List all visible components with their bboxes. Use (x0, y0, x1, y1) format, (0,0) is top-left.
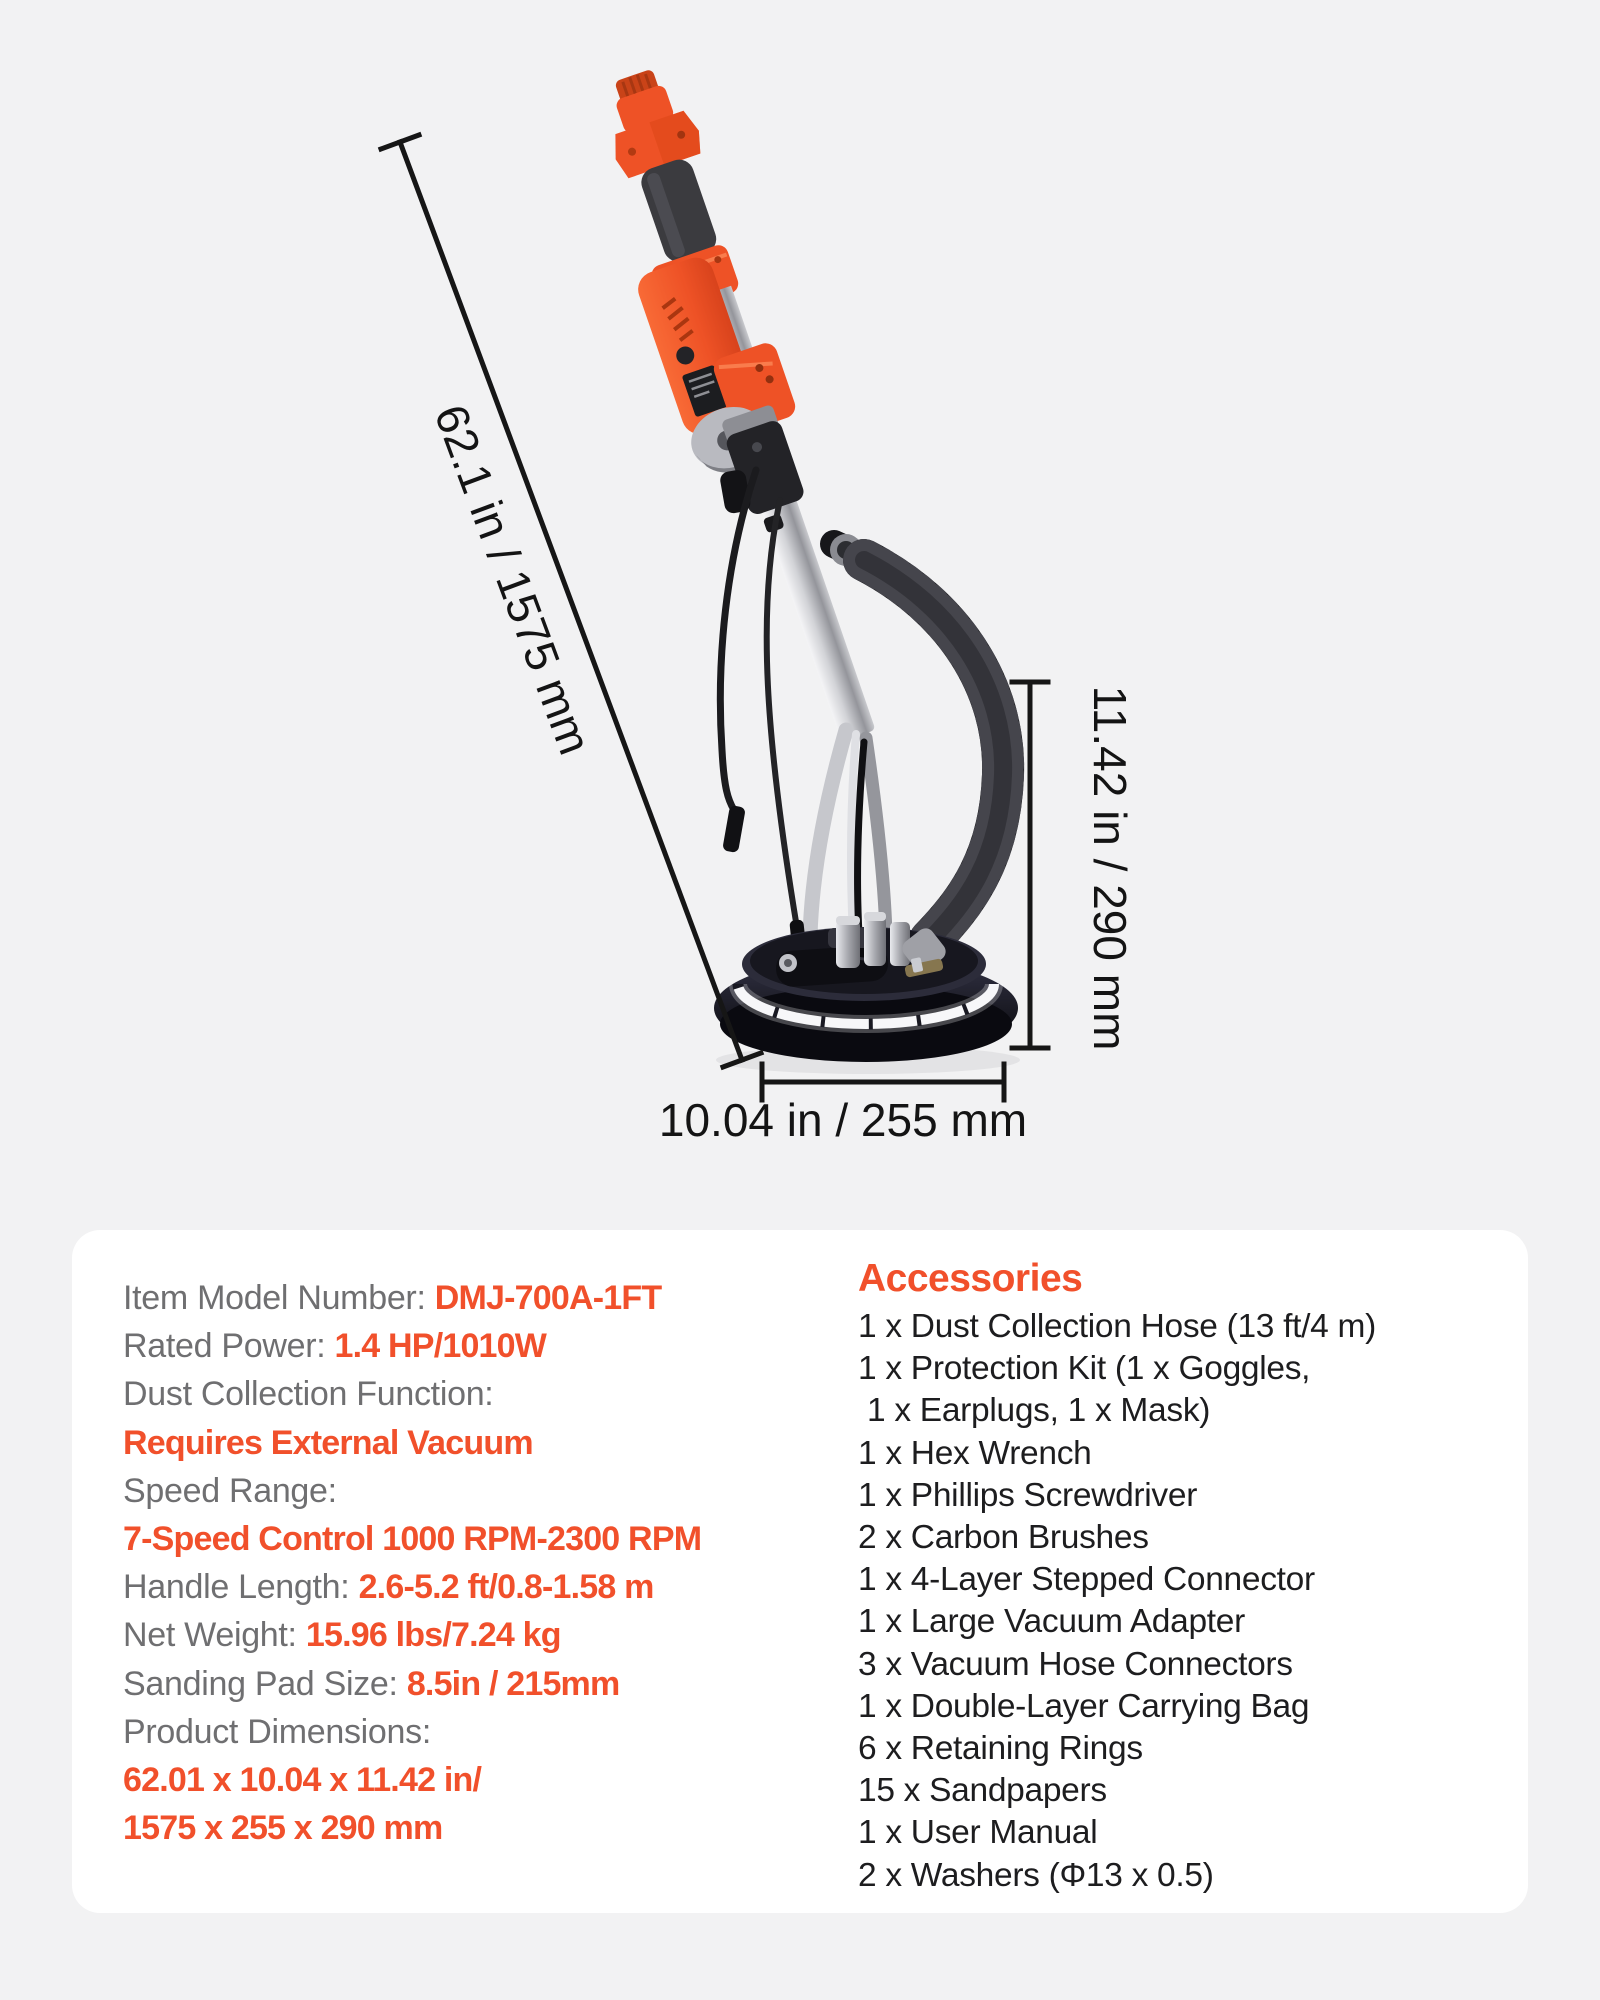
accessory-item: 1 x Large Vacuum Adapter (858, 1603, 1245, 1641)
spec-line-speed-range: Speed Range: (123, 1471, 337, 1510)
dim-width-label: 10.04 in / 255 mm (658, 1094, 1028, 1146)
dim-height-label: 11.42 in / 290 mm (1084, 685, 1136, 1051)
accessory-item: 2 x Carbon Brushes (858, 1519, 1149, 1557)
spec-line-product-dimensions: Product Dimensions: (123, 1712, 431, 1751)
accessory-item: 1 x Hex Wrench (858, 1434, 1092, 1472)
spec-line-net-weight: Net Weight: 15.96 lbs/7.24 kg (123, 1616, 561, 1655)
accessory-item: 1 x Phillips Screwdriver (858, 1476, 1198, 1514)
spec-line-handle-length: Handle Length: 2.6-5.2 ft/0.8-1.58 m (123, 1568, 654, 1607)
spec-line-dimensions-mm: 1575 x 255 x 290 mm (123, 1809, 443, 1848)
accessory-item: 1 x Earplugs, 1 x Mask) (858, 1392, 1211, 1430)
dim-length-label: 62.1 in / 1575 mm (424, 397, 602, 762)
accessory-item: 1 x 4-Layer Stepped Connector (858, 1561, 1315, 1599)
accessory-item: 3 x Vacuum Hose Connectors (858, 1645, 1293, 1683)
spec-line-rated-power: Rated Power: 1.4 HP/1010W (123, 1327, 547, 1366)
accessory-item: 1 x Double-Layer Carrying Bag (858, 1687, 1310, 1725)
accessory-item: 1 x Dust Collection Hose (13 ft/4 m) (858, 1308, 1376, 1345)
accessory-item: 1 x Protection Kit (1 x Goggles, (858, 1350, 1311, 1388)
spec-line-dust-collection-value: Requires External Vacuum (123, 1423, 533, 1462)
sanding-disc (714, 912, 1020, 1074)
accessory-item: 6 x Retaining Rings (858, 1730, 1143, 1768)
accessories-section (858, 1256, 1376, 1897)
accessories-title: Accessories (858, 1257, 1083, 1300)
accessory-item: 15 x Sandpapers (858, 1772, 1107, 1810)
spec-line-dust-collection: Dust Collection Function: (123, 1375, 494, 1414)
accessory-item: 1 x User Manual (858, 1814, 1098, 1852)
spec-card (72, 1230, 1528, 1913)
spec-list (123, 1274, 701, 1852)
sander-top-knob (592, 61, 706, 180)
sander-pole-assembly (571, 60, 904, 756)
spec-line-pad-size: Sanding Pad Size: 8.5in / 215mm (123, 1664, 620, 1703)
accessories-list (858, 1306, 1376, 1897)
spec-line-model: Item Model Number: DMJ-700A-1FT (123, 1279, 662, 1317)
spec-line-dimensions-in: 62.01 x 10.04 x 11.42 in/ (123, 1761, 482, 1800)
fork-bracket (810, 730, 886, 936)
accessory-item: 2 x Washers (Φ13 x 0.5) (858, 1856, 1214, 1894)
spec-line-speed-range-value: 7-Speed Control 1000 RPM-2300 RPM (123, 1520, 702, 1559)
disc-hardware (828, 912, 910, 968)
